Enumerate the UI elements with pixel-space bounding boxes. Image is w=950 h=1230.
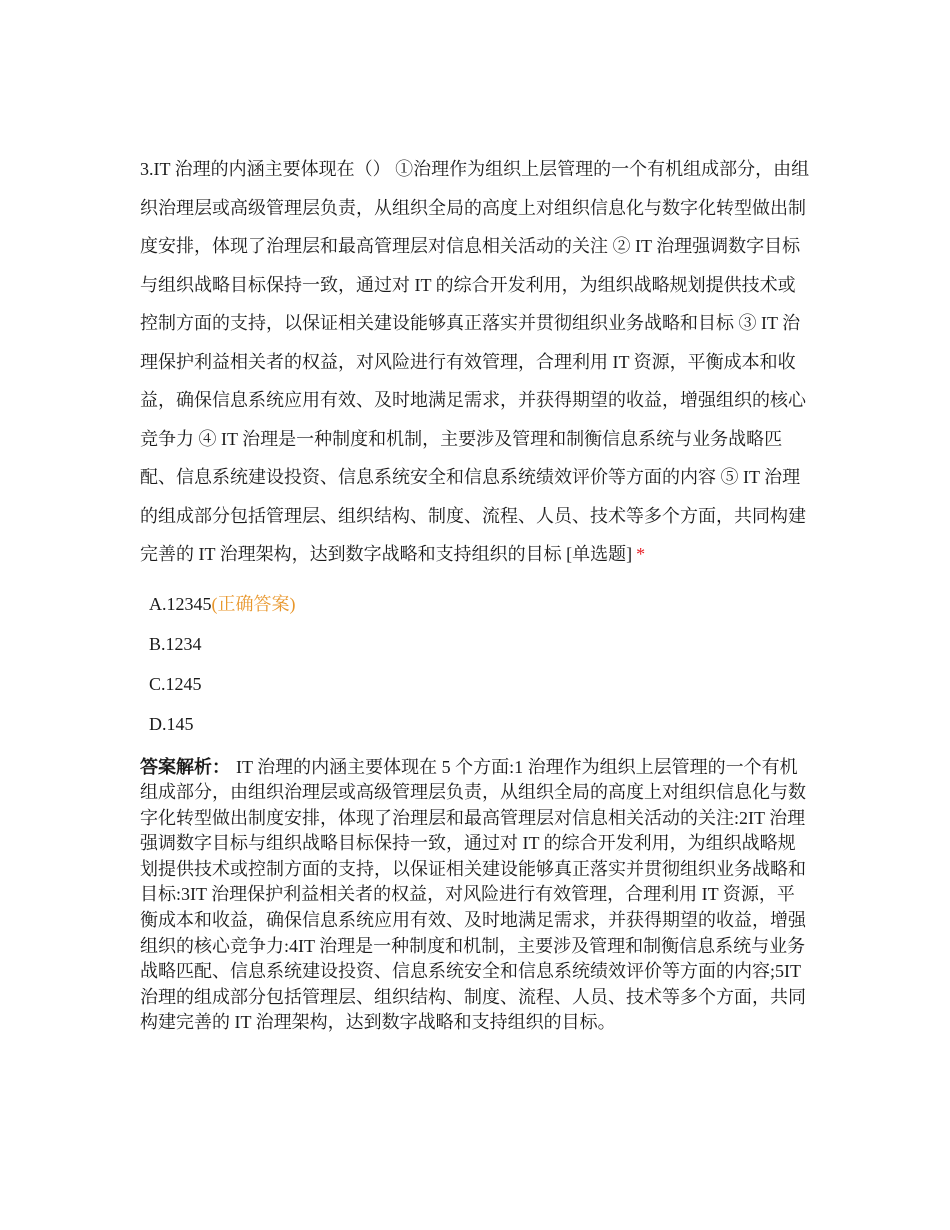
option-label: D.145 [149, 713, 194, 734]
correct-answer-note: (正确答案) [211, 593, 296, 614]
option-a[interactable] [149, 584, 812, 624]
answer-analysis [140, 755, 812, 1037]
option-c[interactable] [149, 664, 812, 704]
options-list [140, 584, 812, 744]
question-text-block [140, 150, 812, 574]
option-label: B.1234 [149, 633, 202, 654]
required-mark: * [636, 544, 646, 564]
option-label: C.1245 [149, 673, 202, 694]
analysis-text: IT 治理的内涵主要体现在 5 个方面:1 治理作为组织上层管理的一个有机组成部分，由组织治理层或高级管理层负责，从组织全局的高度上对组织信息化与数字化转型做出制度安排，体现了治理层和最高管理层对信息相关活动的关注:2IT 治理强调数字目标与组织战略目标保持一致，通过对 IT 的综合开发利用，为组织战略规划提供技术或控制方面的支持，以保证相关建设能够真正落实并贯彻组织业务战略和目标:3IT 治理保护利益相关者的权益，对风险进行有效管理，合理利用 IT 资源，平衡成本和收益，确保信息系统应用有效、及时地满足需求，并获得期望的收益，增强组织的核心竞争力:4IT 治理是一种制度和机制，主要涉及管理和制衡信息系统与业务战略匹配、信息系统建设投资、信息系统安全和信息系统绩效评价等方面的内容;5IT 治理的组成部分包括管理层、组织结构、制度、流程、人员、技术等多个方面，共同构建完善的 IT 治理架构，达到数字战略和支持组织的目标。 [140, 756, 806, 1033]
question-text: 3.IT 治理的内涵主要体现在（） ①治理作为组织上层管理的一个有机组成部分，由组织治理层或高级管理层负责，从组织全局的高度上对组织信息化与数字化转型做出制度安排，体现了治理层和最高管理层对信息相关活动的关注 ② IT 治理强调数字目标与组织战略目标保持一致，通过对 IT 的综合开发利用，为组织战略规划提供技术或控制方面的支持，以保证相关建设能够真正落实并贯彻组织业务战略和目标 ③ IT 治理保护利益相关者的权益，对风险进行有效管理，合理利用 IT 资源，平衡成本和收益，确保信息系统应用有效、及时地满足需求，并获得期望的收益，增强组织的核心竞争力 ④ IT 治理是一种制度和机制，主要涉及管理和制衡信息系统与业务战略匹配、信息系统建设投资、信息系统安全和信息系统绩效评价等方面的内容 ⑤ IT 治理的组成部分包括管理层、组织结构、制度、流程、人员、技术等多个方面，共同构建完善的 IT 治理架构，达到数字战略和支持组织的目标 [单选题] [140, 159, 810, 564]
question-page [140, 150, 812, 1036]
analysis-label: 答案解析： [140, 756, 230, 777]
option-d[interactable] [149, 704, 812, 744]
option-b[interactable] [149, 624, 812, 664]
option-label: A.12345 [149, 593, 212, 614]
